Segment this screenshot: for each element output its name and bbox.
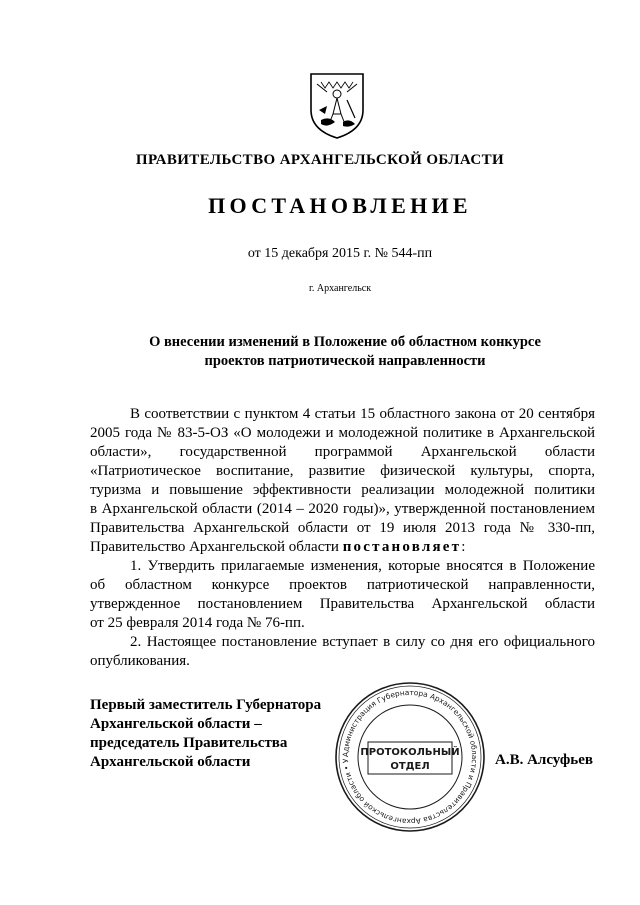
document-type-heading: ПОСТАНОВЛЕНИЕ — [208, 193, 472, 218]
signer-position — [90, 696, 340, 772]
body-text: : — [461, 539, 466, 555]
body-line: об областном конкурсе проектов патриотической направленности, — [90, 577, 595, 593]
signer-line: Архангельской области – — [90, 716, 262, 732]
body-line: 2. Настоящее постановление вступает в силу со дня его официального — [130, 634, 595, 650]
body-text: Правительство Архангельской области — [90, 539, 343, 555]
body-line: опубликования. — [90, 653, 190, 669]
body-line: области», государственной программой Архангельской области — [90, 444, 595, 460]
document-date-number: от 15 декабря 2015 г. № 544-пп — [247, 246, 433, 261]
body-line: 1. Утвердить прилагаемые изменения, которые вносятся в Положение — [130, 558, 595, 574]
document-subject — [90, 333, 600, 371]
body-line: в Архангельской области (2014 – 2020 годы)», утвержденной постановлением — [90, 501, 595, 517]
body-line: «Патриотическое воспитание, развитие физической культуры, спорта, — [90, 463, 595, 479]
body-line — [90, 538, 595, 557]
stamp-center-line: ПРОТОКОЛЬНЫЙ — [360, 747, 460, 758]
body-line: от 25 февраля 2014 года № 76-пп. — [90, 615, 305, 631]
subject-line: О внесении изменений в Положение об областном конкурсе — [149, 334, 541, 350]
coat-of-arms-icon — [303, 70, 371, 140]
signer-line: председатель Правительства — [90, 735, 288, 751]
subject-line: проектов патриотической направленности — [204, 353, 486, 369]
government-title: ПРАВИТЕЛЬСТВО АРХАНГЕЛЬСКОЙ ОБЛАСТИ — [135, 152, 505, 168]
body-line: В соответствии с пунктом 4 статьи 15 областного закона от 20 сентября — [130, 406, 595, 422]
document-city: г. Архангельск — [308, 283, 372, 294]
stamp-ring-text: Администрация Губернатора Архангельской области и Правительства Архангельской области • У — [340, 687, 480, 827]
stamp-center-line: ОТДЕЛ — [390, 761, 430, 772]
signer-name: А.В. Алсуфьев — [495, 752, 593, 768]
body-line: Правительства Архангельской области от 19 июля 2013 года № 330-пп, — [90, 520, 595, 536]
body-line: туризма и повышение эффективности реализации молодежной политики — [90, 482, 595, 498]
decree-word: постановляет — [342, 539, 462, 555]
signer-line: Архангельской области — [90, 754, 251, 770]
body-line: 2005 года № 83-5-ОЗ «О молодежи и молодежной политике в Архангельской — [90, 425, 595, 441]
signer-line: Первый заместитель Губернатора — [90, 697, 322, 713]
body-line: утвержденное постановлением Правительства Архангельской области — [90, 596, 595, 612]
official-stamp — [330, 680, 490, 835]
